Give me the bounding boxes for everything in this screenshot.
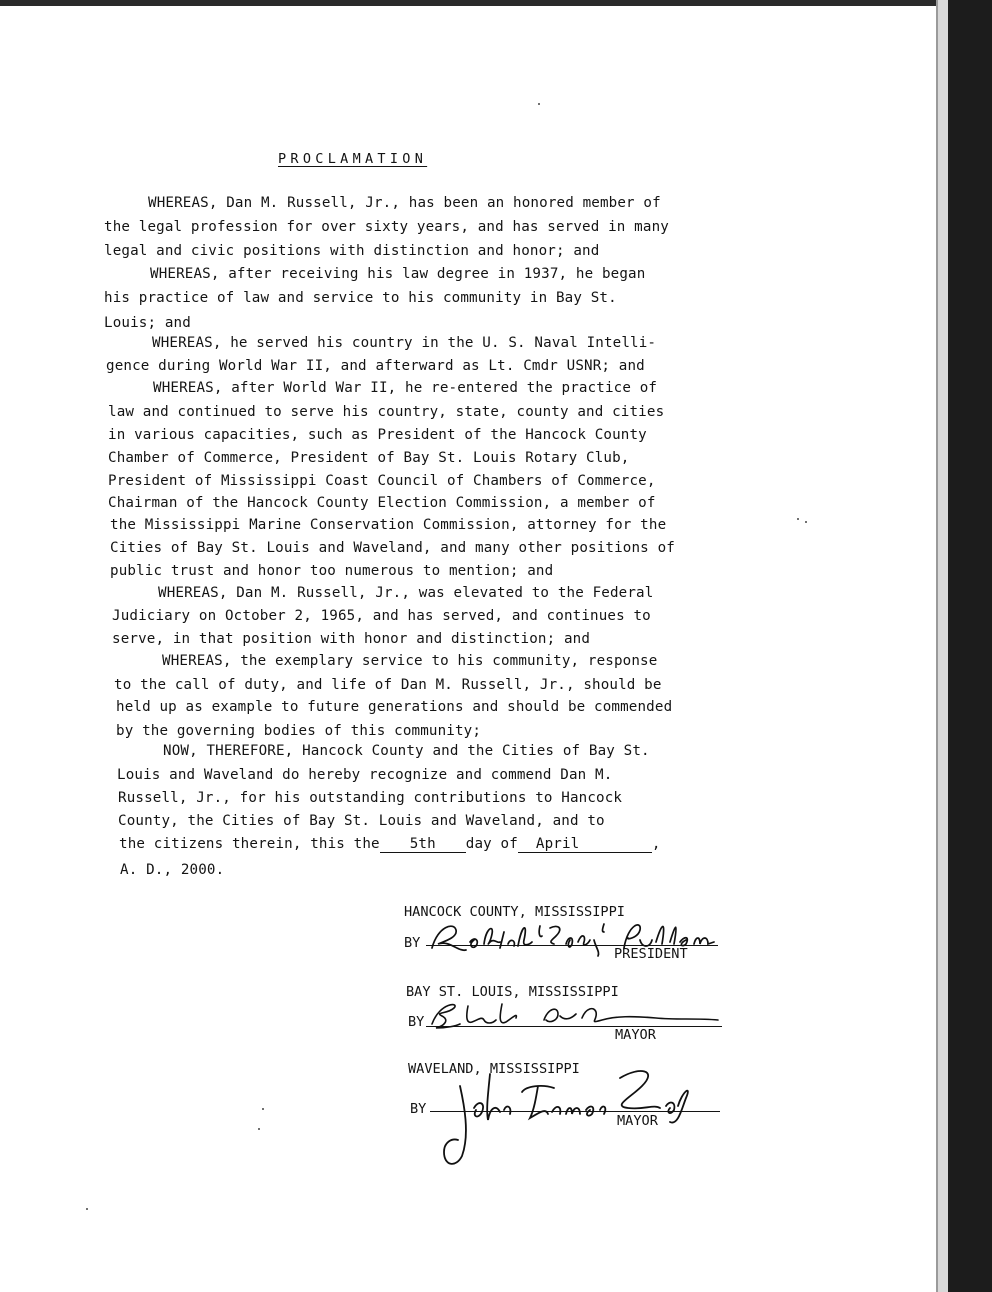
body-line: WHEREAS, after receiving his law degree in 1937, he began [150,266,646,282]
scan-dark-border [948,0,992,1292]
body-line: Louis and Waveland do hereby recognize and commend Dan M. [117,767,613,783]
body-line: to the call of duty, and life of Dan M. Russell, Jr., should be [114,677,662,693]
body-line: Chairman of the Hancock County Election Commission, a member of [108,495,656,511]
signature-title-mayor: MAYOR [615,1027,656,1043]
body-line: WHEREAS, Dan M. Russell, Jr., was elevated to the Federal [158,585,654,601]
body-line: law and continued to serve his country, state, county and cities [108,404,665,420]
body-line: the legal profession for over sixty years, and has served in many [104,219,669,235]
body-line: Judiciary on October 2, 1965, and has served, and continues to [112,608,651,624]
body-line: held up as example to future generations and should be commended [116,699,673,715]
scan-edge-crease [936,0,938,1292]
body-line: President of Mississippi Coast Council of Chambers of Commerce, [108,473,656,489]
signature-entity-waveland: WAVELAND, MISSISSIPPI [408,1061,580,1077]
body-line: the Mississippi Marine Conservation Commission, attorney for the [110,517,667,533]
scan-top-edge [0,0,948,6]
scan-speck [86,1208,88,1210]
scan-speck [538,103,540,105]
body-line: WHEREAS, Dan M. Russell, Jr., has been an honored member of [148,195,661,211]
year-line: A. D., 2000. [120,862,225,878]
body-line: Louis; and [104,315,191,331]
signature-title-president: PRESIDENT [614,946,688,962]
scan-speck [262,1108,264,1110]
signature-entity-bay-st-louis: BAY ST. LOUIS, MISSISSIPPI [406,984,619,1000]
body-line: by the governing bodies of this community; [116,723,482,739]
scan-speck [258,1128,260,1130]
signature-by-label: BY [410,1101,427,1117]
body-line: WHEREAS, the exemplary service to his community, response [162,653,658,669]
signature-entity-hancock: HANCOCK COUNTY, MISSISSIPPI [404,904,625,920]
scan-edge-shade [938,0,948,1292]
signature-by-label: BY [404,935,421,951]
signature-title-mayor: MAYOR [617,1113,658,1129]
body-line: Russell, Jr., for his outstanding contributions to Hancock [118,790,623,806]
body-line: his practice of law and service to his community in Bay St. [104,290,617,306]
body-line: public trust and honor too numerous to mention; and [110,563,554,579]
body-line: County, the Cities of Bay St. Louis and Waveland, and to [118,813,605,829]
body-line: serve, in that position with honor and distinction; and [112,631,591,647]
date-suffix: , [651,836,661,852]
date-line [119,836,661,853]
scan-speck [805,521,807,523]
month-fill: April [518,837,652,853]
date-prefix: the citizens therein, this the [119,836,380,852]
body-line: in various capacities, such as President of the Hancock County [108,427,647,443]
scan-speck [797,518,799,520]
body-line: Cities of Bay St. Louis and Waveland, and many other positions of [110,540,675,556]
body-line: NOW, THEREFORE, Hancock County and the Cities of Bay St. [163,743,650,759]
signature-by-label: BY [408,1014,425,1030]
body-line: WHEREAS, he served his country in the U. S. Naval Intelli- [152,335,657,351]
body-line: Chamber of Commerce, President of Bay St. Louis Rotary Club, [108,450,630,466]
body-line: gence during World War II, and afterward as Lt. Cmdr USNR; and [106,358,645,374]
day-fill: 5th [380,837,466,853]
body-line: legal and civic positions with distinction and honor; and [104,243,600,259]
date-middle: day of [465,836,518,852]
document-title: PROCLAMATION [278,151,428,167]
signature-bay-st-louis-mayor [426,998,722,1034]
body-line: WHEREAS, after World War II, he re-entered the practice of [153,380,658,396]
